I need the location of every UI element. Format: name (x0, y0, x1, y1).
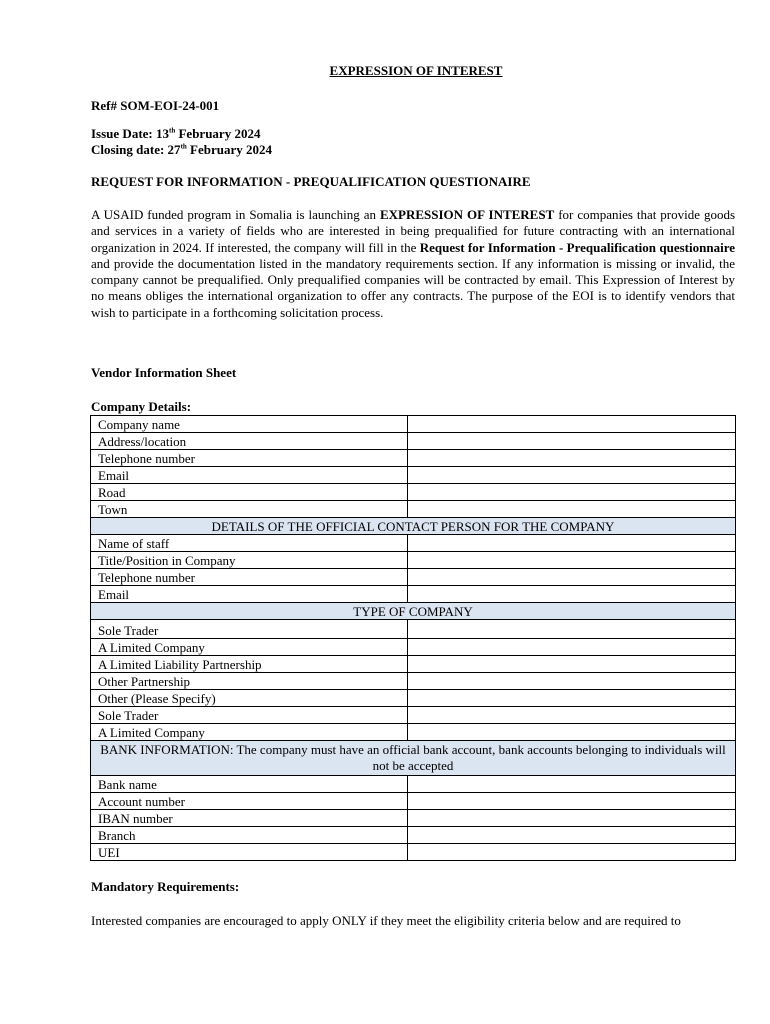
input-cell[interactable] (408, 673, 736, 690)
table-row (91, 467, 736, 484)
input-cell[interactable] (408, 467, 736, 484)
table-row (91, 501, 736, 518)
bank-section-header (91, 741, 736, 776)
row-label: Bank name (91, 776, 408, 793)
table-row (91, 656, 736, 673)
issue-date-suffix: February 2024 (175, 126, 261, 141)
table-row (91, 810, 736, 827)
row-label: Town (91, 501, 408, 518)
issue-date-sup: th (169, 126, 176, 135)
contact-section-header (91, 518, 736, 535)
input-cell[interactable] (408, 569, 736, 586)
row-label: Telephone number (91, 450, 408, 467)
table-row (91, 827, 736, 844)
type-section-header (91, 603, 736, 620)
row-label: A Limited Company (91, 639, 408, 656)
table-row (91, 707, 736, 724)
input-cell[interactable] (408, 552, 736, 569)
table-row (91, 690, 736, 707)
input-cell[interactable] (408, 433, 736, 450)
table-row (91, 673, 736, 690)
row-label: Road (91, 484, 408, 501)
row-label: Company name (91, 416, 408, 433)
input-cell[interactable] (408, 535, 736, 552)
table-row (91, 484, 736, 501)
row-label: Other Partnership (91, 673, 408, 690)
input-cell[interactable] (408, 484, 736, 501)
section-header-text: DETAILS OF THE OFFICIAL CONTACT PERSON FOR THE COMPANY (91, 518, 736, 535)
input-cell[interactable] (408, 844, 736, 861)
input-cell[interactable] (408, 690, 736, 707)
table-row (91, 569, 736, 586)
input-cell[interactable] (408, 810, 736, 827)
table-row (91, 724, 736, 741)
closing-date-sup: th (180, 142, 187, 151)
intro-bold-1: EXPRESSION OF INTEREST (379, 207, 555, 222)
table-row (91, 552, 736, 569)
table-row (91, 416, 736, 433)
vendor-sheet-heading: Vendor Information Sheet (91, 365, 237, 380)
input-cell[interactable] (408, 450, 736, 467)
row-label: A Limited Company (91, 724, 408, 741)
row-label: A Limited Liability Partnership (91, 656, 408, 673)
section-header-text: BANK INFORMATION: The company must have an official bank account, bank accounts belonging to individuals will not be accepted (91, 741, 736, 776)
intro-paragraph (91, 207, 735, 321)
row-label: Email (91, 467, 408, 484)
input-cell[interactable] (408, 776, 736, 793)
table-row (91, 639, 736, 656)
table-row (91, 586, 736, 603)
input-cell[interactable] (408, 827, 736, 844)
row-label: Account number (91, 793, 408, 810)
input-cell[interactable] (408, 416, 736, 433)
table-row (91, 776, 736, 793)
intro-text-2: for companies that provide goods and services in a variety of fields who are interested in being prequalified for future contracting with an international organization in 2024. If interested, the company will fill in the (91, 207, 736, 255)
issue-date-prefix: Issue Date: 13 (91, 126, 169, 141)
document-title: EXPRESSION OF INTEREST (329, 63, 503, 78)
input-cell[interactable] (408, 707, 736, 724)
closing-date-suffix: February 2024 (186, 142, 273, 157)
issue-date (91, 126, 260, 142)
input-cell[interactable] (408, 586, 736, 603)
reference-number: Ref# SOM-EOI-24-001 (91, 98, 220, 113)
intro-text-3: and provide the documentation listed in the mandatory requirements section. If any information is missing or invalid, the company cannot be prequalified. Only prequalified companies will be contracted by email. This Expression of Interest by no means obliges the international organization to offer any contracts. The purpose of the EOI is to identify vendors that wish to participate in a forthcoming solicitation process. (91, 255, 735, 320)
row-label: Title/Position in Company (91, 552, 408, 569)
section-header-text: TYPE OF COMPANY (91, 603, 736, 620)
row-label: Branch (91, 827, 408, 844)
table-row (91, 535, 736, 552)
input-cell[interactable] (408, 724, 736, 741)
company-details-heading: Company Details: (91, 399, 192, 414)
table-row (91, 793, 736, 810)
mandatory-text: Interested companies are encouraged to apply ONLY if they meet the eligibility criteria below and are required to (91, 913, 681, 928)
table-row (91, 433, 736, 450)
input-cell[interactable] (408, 620, 736, 639)
row-label: Address/location (91, 433, 408, 450)
input-cell[interactable] (408, 639, 736, 656)
row-label: Name of staff (91, 535, 408, 552)
input-cell[interactable] (408, 793, 736, 810)
input-cell[interactable] (408, 656, 736, 673)
row-label: Other (Please Specify) (91, 690, 408, 707)
row-label: Sole Trader (91, 707, 408, 724)
table-row (91, 450, 736, 467)
closing-date (91, 142, 272, 158)
mandatory-heading: Mandatory Requirements: (91, 879, 240, 894)
intro-text-1: A USAID funded program in Somalia is launching an (91, 207, 380, 222)
table-row (91, 844, 736, 861)
intro-bold-2: Request for Information - Prequalification questionnaire (419, 239, 735, 255)
row-label: UEI (91, 844, 408, 861)
row-label: IBAN number (91, 810, 408, 827)
vendor-info-table (90, 415, 736, 861)
closing-date-prefix: Closing date: 27 (91, 142, 181, 157)
input-cell[interactable] (408, 501, 736, 518)
rfi-heading: REQUEST FOR INFORMATION - PREQUALIFICATION QUESTIONAIRE (91, 174, 531, 189)
table-row (91, 620, 736, 639)
row-label: Telephone number (91, 569, 408, 586)
row-label: Sole Trader (91, 620, 408, 639)
row-label: Email (91, 586, 408, 603)
